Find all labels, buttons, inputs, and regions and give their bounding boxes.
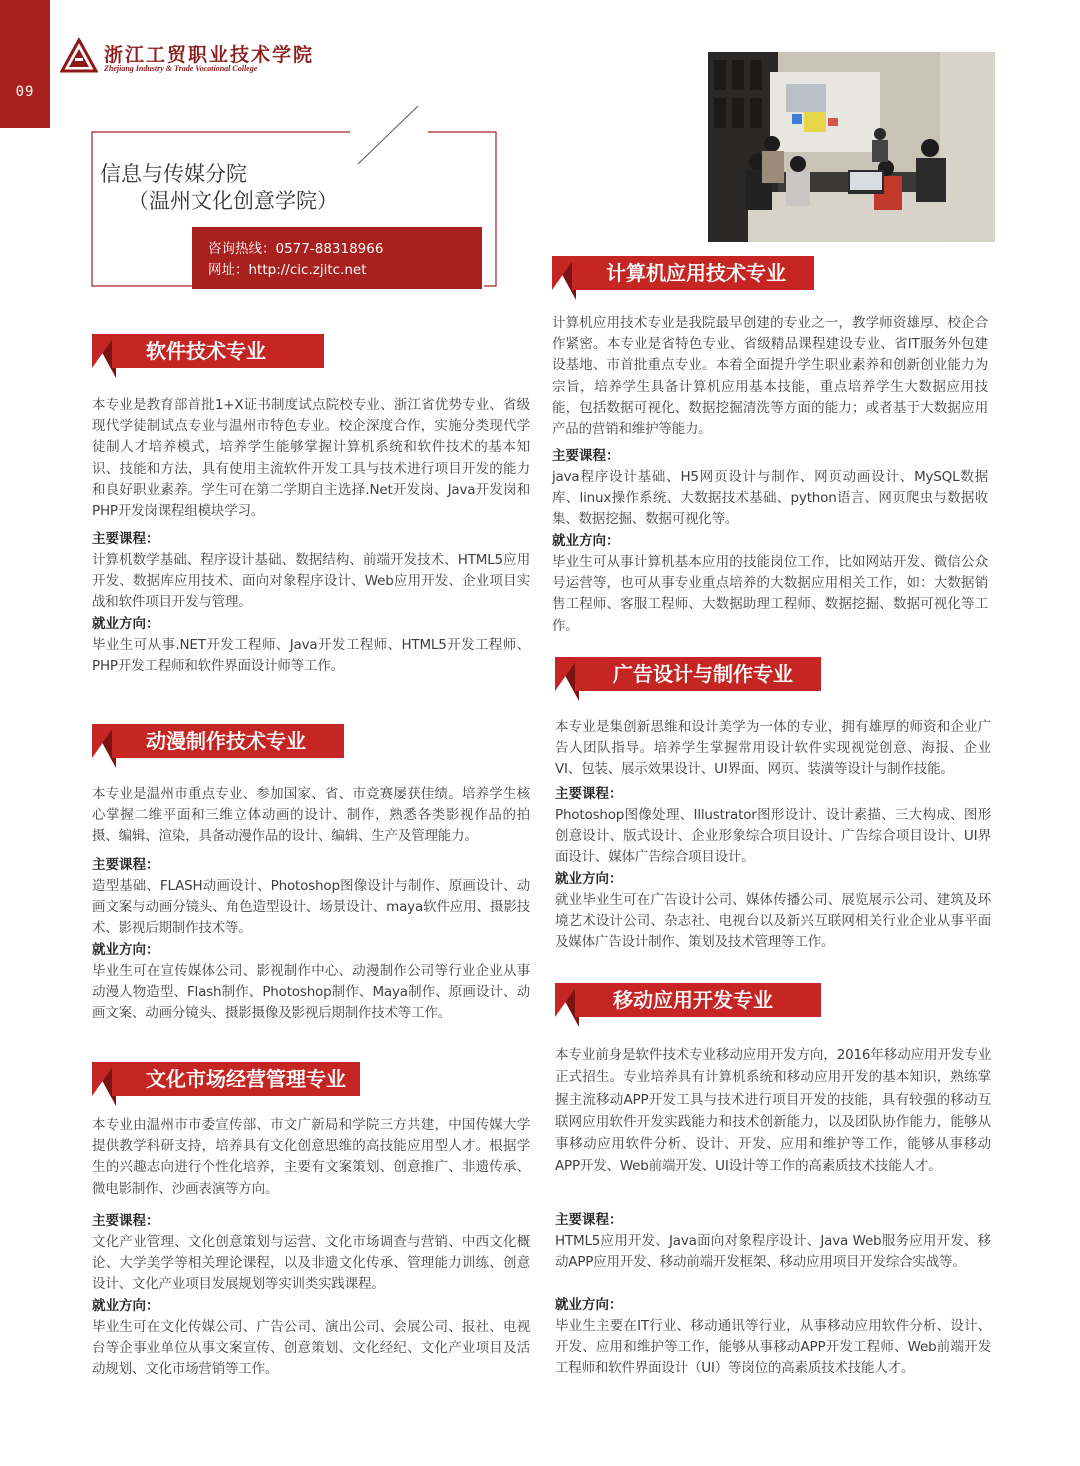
department-title: 信息与传媒分院: [100, 162, 247, 186]
advertising-careers: 就业毕业生可在广告设计公司、媒体传播公司、展览展示公司、建筑及环境艺术设计公司、杂志社、电视台以及新兴互联网相关行业企业从事平面及媒体广告设计制作、策划及技术管理等工作。: [555, 892, 991, 951]
software-careers-label: 就业方向：: [92, 616, 160, 632]
culture-courses-label: 主要课程：: [92, 1213, 160, 1229]
computer-courses-label: 主要课程：: [552, 448, 620, 464]
mobile-careers-label: 就业方向：: [555, 1297, 623, 1313]
contact-box: [192, 227, 482, 289]
section-header-culture: [92, 1062, 360, 1096]
mobile-courses-label: 主要课程：: [555, 1212, 623, 1228]
section-title-mobile: 移动应用开发专业: [613, 988, 773, 1012]
website-link[interactable]: 网址：http://cic.zjitc.net: [208, 262, 367, 278]
college-logo-icon: [60, 38, 98, 74]
section-header-advertising: [555, 657, 821, 691]
culture-careers-label: 就业方向：: [92, 1298, 160, 1314]
animation-careers: 毕业生可在宣传媒体公司、影视制作中心、动漫制作公司等行业企业从事动漫人物造型、Flash制作、Photoshop制作、Maya制作、原画设计、动画文案、动画分镜头、摄影摄像及影视后期制作技术等工作。: [92, 963, 530, 1022]
culture-intro: 本专业由温州市市委宣传部、市文广新局和学院三方共建，中国传媒大学提供教学科研支持，培养具有文化创意思维的高技能应用型人才。根据学生的兴趣志向进行个性化培养，主要有文案策划、创意推广、非遗传承、微电影制作、沙画表演等方向。: [92, 1117, 530, 1197]
software-courses: 计算机数学基础、程序设计基础、数据结构、前端开发技术、HTML5应用开发、数据库应用技术、面向对象程序设计、Web应用开发、企业项目实战和软件项目开发与管理。: [92, 552, 530, 611]
animation-courses-label: 主要课程：: [92, 857, 160, 873]
animation-intro: 本专业是温州市重点专业、参加国家、省、市竞赛屡获佳绩。培养学生核心掌握二维平面和三维立体动画的设计、制作，熟悉各类影视作品的拍摄、编辑、渲染，具备动漫作品的设计、编辑、生产及管理能力。: [92, 786, 530, 845]
computer-careers-label: 就业方向：: [552, 533, 620, 549]
section-title-computer: 计算机应用技术专业: [606, 261, 786, 285]
college-name-cn: 浙江工贸职业技术学院: [104, 44, 315, 66]
advertising-intro: 本专业是集创新思维和设计美学为一体的专业，拥有雄厚的师资和企业广告人团队指导。培养学生掌握常用设计软件实现视觉创意、海报、企业VI、包装、展示效果设计、UI界面、网页、装潢等设计与制作技能。: [555, 719, 991, 778]
advertising-courses: Photoshop图像处理、Illustrator图形设计、设计素描、三大构成、图形创意设计、版式设计、企业形象综合项目设计、广告综合项目设计、UI界面设计、媒体广告综合项目设计。: [555, 807, 991, 866]
computer-intro: 计算机应用技术专业是我院最早创建的专业之一，教学师资雄厚、校企合作紧密。本专业是省特色专业、省级精品课程建设专业、省IT服务外包建设基地、市首批重点专业。本着全面提升学生职业素养和创新创业能力为宗旨，培养学生具备计算机应用基本技能，重点培养学生大数据应用技能，包括数据可视化、数据挖掘清洗等方面的能力；或者基于大数据应用产品的营销和维护等能力。: [552, 315, 988, 438]
mobile-courses: HTML5应用开发、Java面向对象程序设计、Java Web服务应用开发、移动APP应用开发、移动前端开发框架、移动应用项目开发综合实战等。: [555, 1233, 991, 1271]
section-header-computer: [552, 256, 814, 290]
culture-careers: 毕业生可在文化传媒公司、广告公司、演出公司、会展公司、报社、电视台等企事业单位从事文案宣传、创意策划、文化经纪、文化产业项目及活动规划、文化市场营销等工作。: [92, 1319, 530, 1378]
mobile-careers: 毕业生主要在IT行业、移动通讯等行业，从事移动应用软件分析、设计、开发、应用和维护等工作，能够从事移动APP开发工程师、Web前端开发工程师和软件界面设计（UI）等岗位的高素质技术技能人才。: [555, 1318, 991, 1377]
department-subtitle: （温州文化创意学院）: [128, 189, 338, 213]
animation-courses: 造型基础、FLASH动画设计、Photoshop图像设计与制作、原画设计、动画文案与动画分镜头、角色造型设计、场景设计、maya软件应用、摄影技术、影视后期制作技术等。: [92, 878, 530, 937]
section-header-mobile: [555, 983, 821, 1017]
section-title-culture: 文化市场经营管理专业: [146, 1067, 346, 1091]
advertising-careers-label: 就业方向：: [555, 871, 623, 887]
section-title-software: 软件技术专业: [146, 339, 266, 363]
culture-courses: 文化产业管理、文化创意策划与运营、文化市场调查与营销、中西文化概论、大学美学等相关理论课程，以及非遗文化传承、管理能力训练、创意设计、文化产业项目发展规划等实训类实践课程。: [92, 1234, 530, 1293]
computer-careers: 毕业生可从事计算机基本应用的技能岗位工作，比如网站开发、微信公众号运营等，也可从事专业重点培养的大数据应用相关工作，如：大数据销售工程师、客服工程师、大数据助理工程师、数据挖掘、数据可视化等工作。: [552, 554, 988, 634]
page-number: 09: [15, 84, 35, 100]
software-careers: 毕业生可从事.NET开发工程师、Java开发工程师、HTML5开发工程师、PHP开发工程师和软件界面设计师等工作。: [92, 637, 530, 675]
college-name-en: Zhejiang Industry & Trade Vocational College: [104, 64, 258, 73]
page-number-tab: [0, 0, 50, 128]
advertising-courses-label: 主要课程：: [555, 786, 623, 802]
mobile-intro: 本专业前身是软件技术专业移动应用开发方向，2016年移动应用开发专业正式招生。专业培养具有计算机系统和移动应用开发的基本知识，熟练掌握主流移动APP开发工具与技术进行项目开发的技能，具有较强的移动互联网应用软件开发实践能力和技术创新能力，以及团队协作能力，能够从事移动应用软件分析、设计、开发、应用和维护等工作，能够从事移动APP开发、Web前端开发、UI设计等工作的高素质技术技能人才。: [555, 1047, 991, 1175]
computer-courses: java程序设计基础、H5网页设计与制作、网页动画设计、MySQL数据库、linux操作系统、大数据技术基础、python语言、网页爬虫与数据收集、数据挖掘、数据可视化等。: [552, 469, 988, 528]
animation-careers-label: 就业方向：: [92, 942, 160, 958]
section-header-software: [92, 334, 324, 368]
hotline: 咨询热线：0577-88318966: [208, 241, 384, 257]
classroom-photo: [708, 52, 995, 242]
software-intro: 本专业是教育部首批1+X证书制度试点院校专业、浙江省优势专业、省级现代学徒制试点专业与温州市特色专业。校企深度合作，实施分类现代学徒制人才培养模式，培养学生能够掌握计算机系统和软件技术的基本知识、技能和方法，具有使用主流软件开发工具与技术进行项目开发的能力和良好职业素养。学生可在第二学期自主选择.Net开发岗、Java开发岗和PHP开发岗课程组模块学习。: [92, 397, 530, 520]
section-header-animation: [92, 724, 344, 758]
section-title-animation: 动漫制作技术专业: [146, 729, 306, 753]
section-title-advertising: 广告设计与制作专业: [613, 662, 793, 686]
software-courses-label: 主要课程：: [92, 531, 160, 547]
